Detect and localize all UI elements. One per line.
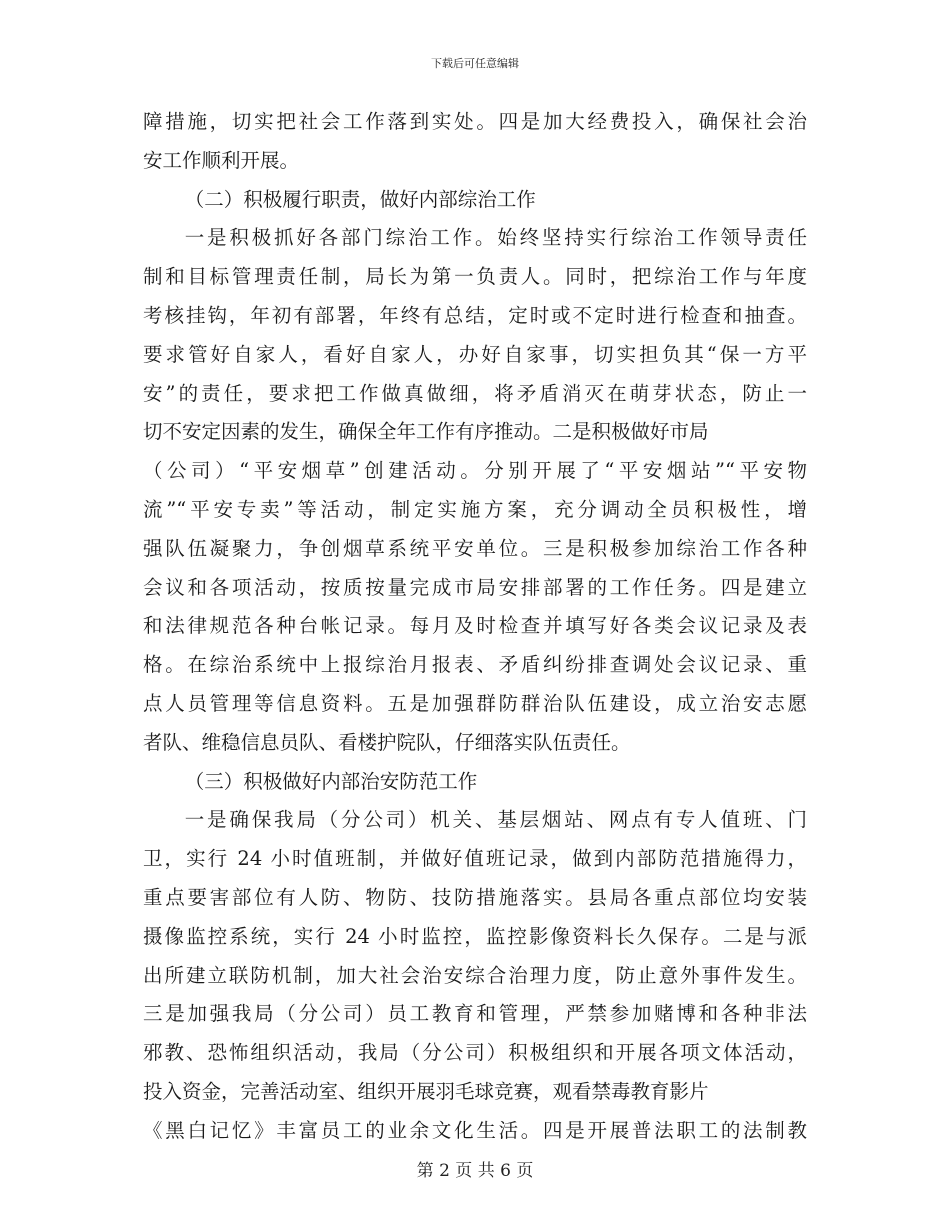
text-line: 制和目标管理责任制，局长为第一负责人。同时，把综治工作与年度	[143, 265, 807, 289]
text-line: 《黑白记忆》丰富员工的业余文化生活。四是开展普法职工的法制教	[143, 1118, 807, 1142]
text-line: 者队、维稳信息员队、看楼护院队，仔细落实队伍责任。	[143, 730, 631, 754]
text-line: （三）积极做好内部治安防范工作	[184, 769, 478, 793]
text-line: 切不安定因素的发生，确保全年工作有序推动。二是积极做好市局	[143, 420, 709, 444]
text-line: 摄像监控系统，实行 24 小时监控，监控影像资料长久保存。二是与派	[143, 924, 807, 948]
text-line: 重点要害部位有人防、物防、技防措施落实。县局各重点部位均安装	[143, 885, 807, 909]
text-line: 出所建立联防机制，加大社会治安综合治理力度，防止意外事件发生。	[143, 963, 807, 987]
text-line: （公司）“平安烟草”创建活动。分别开展了“平安烟站”“平安物	[143, 459, 807, 483]
text-line: （二）积极履行职责，做好内部综治工作	[184, 187, 536, 211]
text-line: 和法律规范各种台帐记录。每月及时检查并填写好各类会议记录及表	[143, 614, 807, 638]
document-body	[143, 103, 807, 1151]
text-line: 格。在综治系统中上报综治月报表、矛盾纠纷排查调处会议记录、重	[143, 653, 807, 677]
text-line: 三是加强我局（分公司）员工教育和管理，严禁参加赌博和各种非法	[143, 1002, 807, 1026]
text-line: 一是积极抓好各部门综治工作。始终坚持实行综治工作领导责任	[184, 226, 807, 250]
text-line: 强队伍凝聚力，争创烟草系统平安单位。三是积极参加综治工作各种	[143, 536, 807, 560]
text-line: 安”的责任，要求把工作做真做细，将矛盾消灭在萌芽状态，防止一	[143, 381, 807, 405]
text-line: 卫，实行 24 小时值班制，并做好值班记录，做到内部防范措施得力，	[143, 847, 807, 871]
text-line: 流”“平安专卖”等活动，制定实施方案，充分调动全员积极性，增	[143, 497, 807, 521]
text-line: 考核挂钩，年初有部署，年终有总结，定时或不定时进行检查和抽查。	[143, 303, 807, 327]
text-line: 投入资金，完善活动室、组织开展羽毛球竞赛，观看禁毒教育影片	[143, 1079, 709, 1103]
text-line: 安工作顺利开展。	[143, 148, 300, 172]
text-line: 邪教、恐怖组织活动，我局（分公司）积极组织和开展各项文体活动，	[143, 1041, 807, 1065]
text-line: 障措施，切实把社会工作落到实处。四是加大经费投入，确保社会治	[143, 110, 807, 133]
text-line: 点人员管理等信息资料。五是加强群防群治队伍建设，成立治安志愿	[143, 691, 807, 715]
text-line: 一是确保我局（分公司）机关、基层烟站、网点有专人值班、门	[184, 808, 807, 832]
page-footer: 第 2 页 共 6 页	[416, 1161, 534, 1181]
text-line: 要求管好自家人，看好自家人，办好自家事，切实担负其“保一方平	[143, 342, 807, 366]
page-header: 下载后可任意编辑	[431, 57, 519, 70]
text-line: 会议和各项活动，按质按量完成市局安排部署的工作任务。四是建立	[143, 575, 807, 599]
